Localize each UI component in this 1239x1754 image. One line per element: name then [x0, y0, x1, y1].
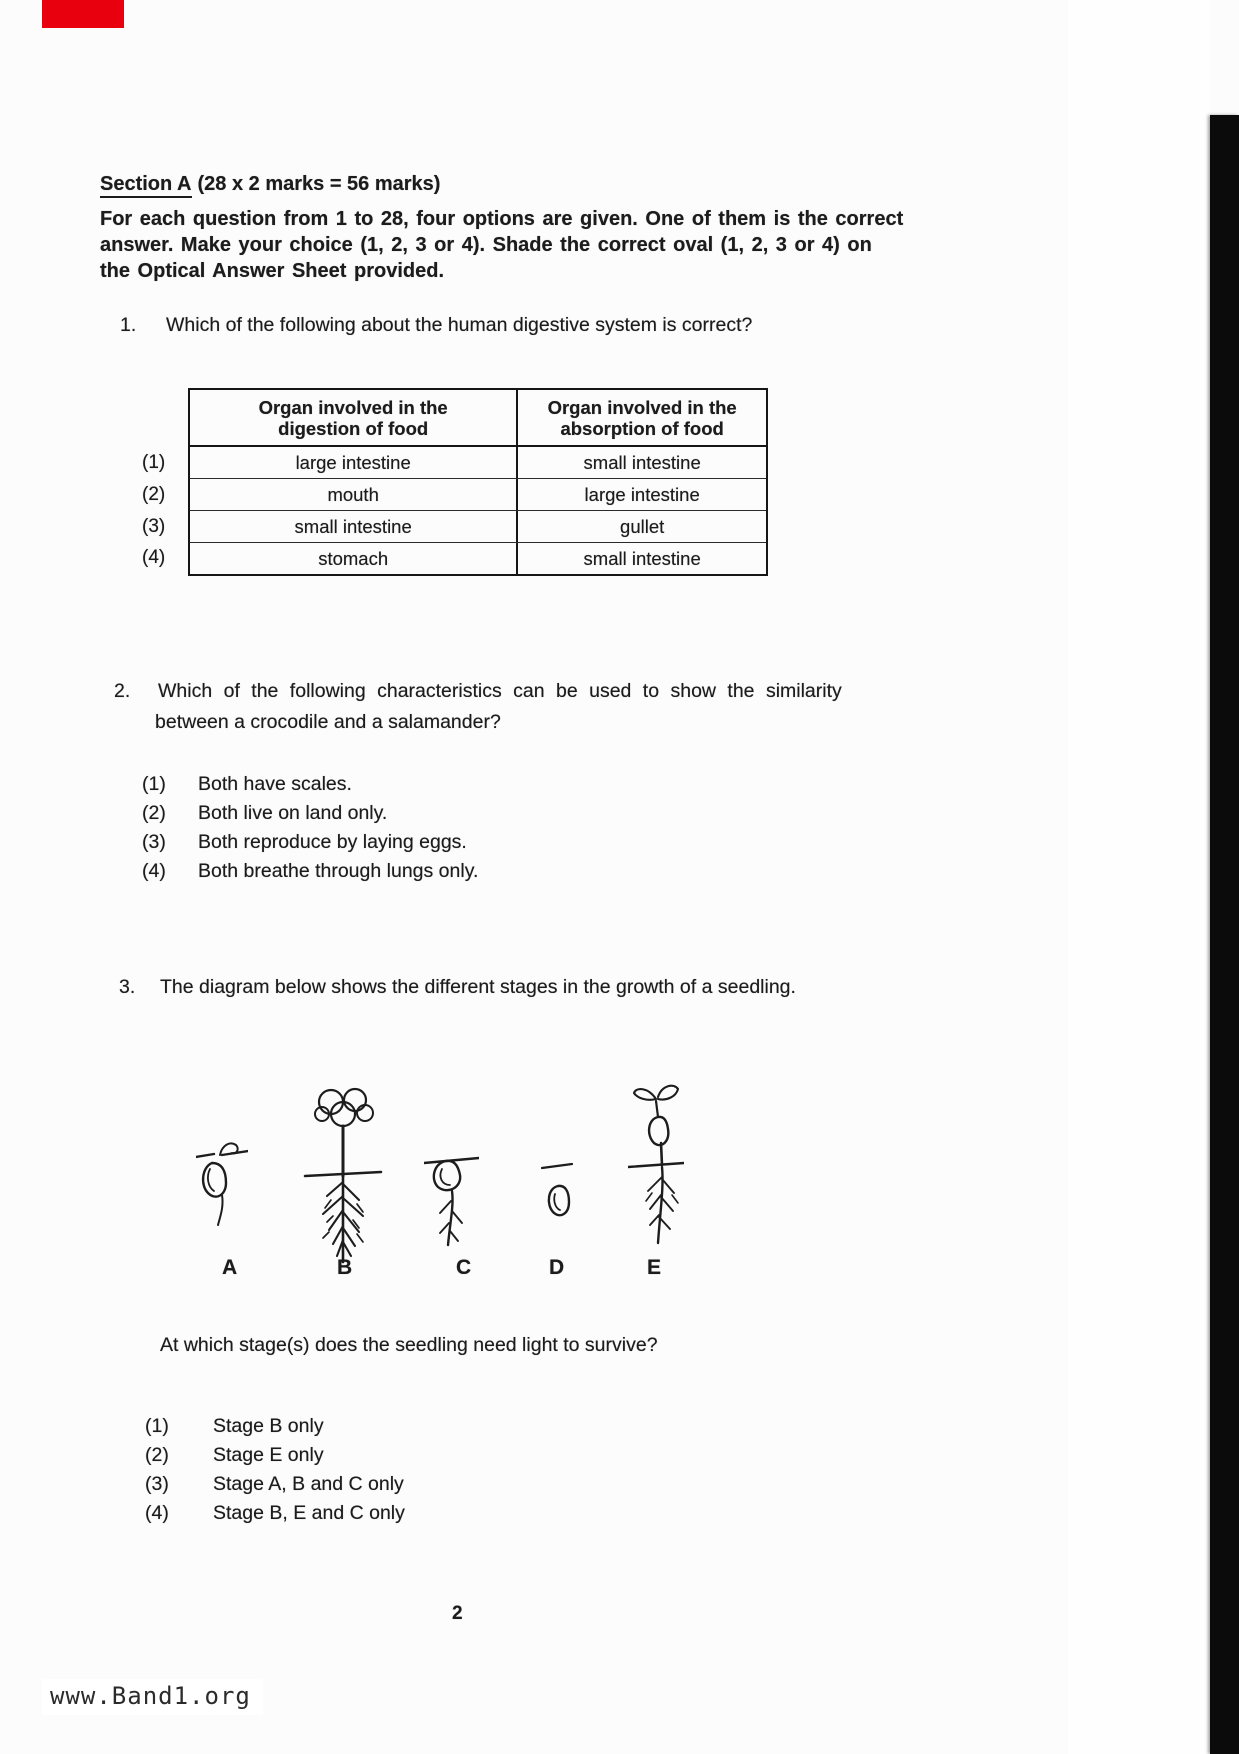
option-text: Stage A, B and C only — [213, 1473, 404, 1495]
q1-option-label: (4) — [142, 547, 166, 568]
q3-option — [145, 1412, 405, 1441]
seedling-stage-b-sketch — [303, 1080, 383, 1270]
seedling-stage-e-sketch — [628, 1083, 684, 1258]
option-text: Stage E only — [213, 1444, 324, 1466]
table-header-digestion: Organ involved in the digestion of food — [190, 390, 518, 447]
seedling-stage-a-sketch — [196, 1133, 248, 1228]
option-label: (4) — [145, 1502, 169, 1524]
option-text: Both breathe through lungs only. — [198, 860, 479, 882]
section-heading-marks: (28 x 2 marks = 56 marks) — [197, 173, 441, 195]
question-3-prompt: At which stage(s) does the seedling need light to survive? — [160, 1334, 658, 1356]
question-3-number: 3. — [119, 976, 136, 998]
table-cell-digestion: mouth — [190, 479, 518, 510]
q3-option — [145, 1499, 405, 1528]
stage-label-a: A — [222, 1256, 238, 1279]
question-1-number: 1. — [120, 314, 137, 336]
question-2-text-line1: Which of the following characteristics can be used to show the similarity — [158, 680, 842, 702]
table-row — [190, 447, 766, 479]
instruction-line: the Optical Answer Sheet provided. — [100, 260, 444, 282]
option-label: (3) — [142, 831, 166, 853]
scan-edge-black-bar — [1210, 115, 1239, 1754]
stage-label-c: C — [456, 1256, 472, 1279]
table-header-row — [190, 390, 766, 447]
stage-label-b: B — [337, 1256, 353, 1279]
table-cell-digestion: large intestine — [190, 447, 518, 478]
q1-option-label: (1) — [142, 452, 166, 473]
q2-options — [142, 770, 478, 886]
table-cell-absorption: small intestine — [583, 451, 701, 473]
option-label: (4) — [142, 860, 166, 882]
page-number: 2 — [452, 1603, 463, 1624]
table-row — [190, 543, 766, 574]
question-3-text: The diagram below shows the different stages in the growth of a seedling. — [160, 976, 796, 998]
seedling-stage-c-sketch — [424, 1143, 479, 1253]
q3-option — [145, 1470, 405, 1499]
scan-margin-strip — [1068, 0, 1210, 1754]
option-text: Both live on land only. — [198, 802, 388, 824]
q1-organs-table — [188, 388, 768, 576]
option-text: Both reproduce by laying eggs. — [198, 831, 467, 853]
instruction-line: answer. Make your choice (1, 2, 3 or 4). Shade the correct oval (1, 2, 3 or 4) on — [100, 234, 872, 256]
table-cell-absorption: small intestine — [583, 547, 701, 569]
table-row — [190, 479, 766, 511]
question-2-text-line2: between a crocodile and a salamander? — [155, 711, 501, 733]
q3-options — [145, 1412, 405, 1528]
q2-option — [142, 857, 478, 886]
question-2-number: 2. — [114, 680, 131, 702]
section-heading-underlined: Section A — [100, 173, 192, 198]
q1-option-label: (2) — [142, 484, 166, 505]
option-text: Stage B, E and C only — [213, 1502, 405, 1524]
option-label: (1) — [145, 1415, 169, 1437]
seedling-stage-d-sketch — [540, 1158, 576, 1223]
option-text: Stage B only — [213, 1415, 324, 1437]
q2-option — [142, 770, 478, 799]
instruction-line: For each question from 1 to 28, four options are given. One of them is the correct — [100, 208, 904, 230]
table-cell-absorption: gullet — [620, 515, 665, 537]
option-label: (1) — [142, 773, 166, 795]
table-cell-digestion: stomach — [190, 543, 518, 574]
q1-option-label: (3) — [142, 516, 166, 537]
option-label: (2) — [142, 802, 166, 824]
watermark: www.Band1.org — [42, 1679, 263, 1715]
option-text: Both have scales. — [198, 773, 352, 795]
stage-label-d: D — [549, 1256, 565, 1279]
table-cell-absorption: large intestine — [584, 483, 700, 505]
red-redaction-block — [42, 0, 124, 28]
table-cell-digestion: small intestine — [190, 511, 518, 542]
section-instructions — [100, 206, 1020, 284]
section-heading — [100, 173, 440, 196]
q2-option — [142, 828, 478, 857]
option-label: (2) — [145, 1444, 169, 1466]
q2-option — [142, 799, 478, 828]
q3-option — [145, 1441, 405, 1470]
option-label: (3) — [145, 1473, 169, 1495]
stage-label-e: E — [647, 1256, 662, 1279]
question-1-text: Which of the following about the human digestive system is correct? — [166, 314, 753, 336]
table-header-absorption: Organ involved in the absorption of food — [518, 390, 766, 447]
table-row — [190, 511, 766, 543]
